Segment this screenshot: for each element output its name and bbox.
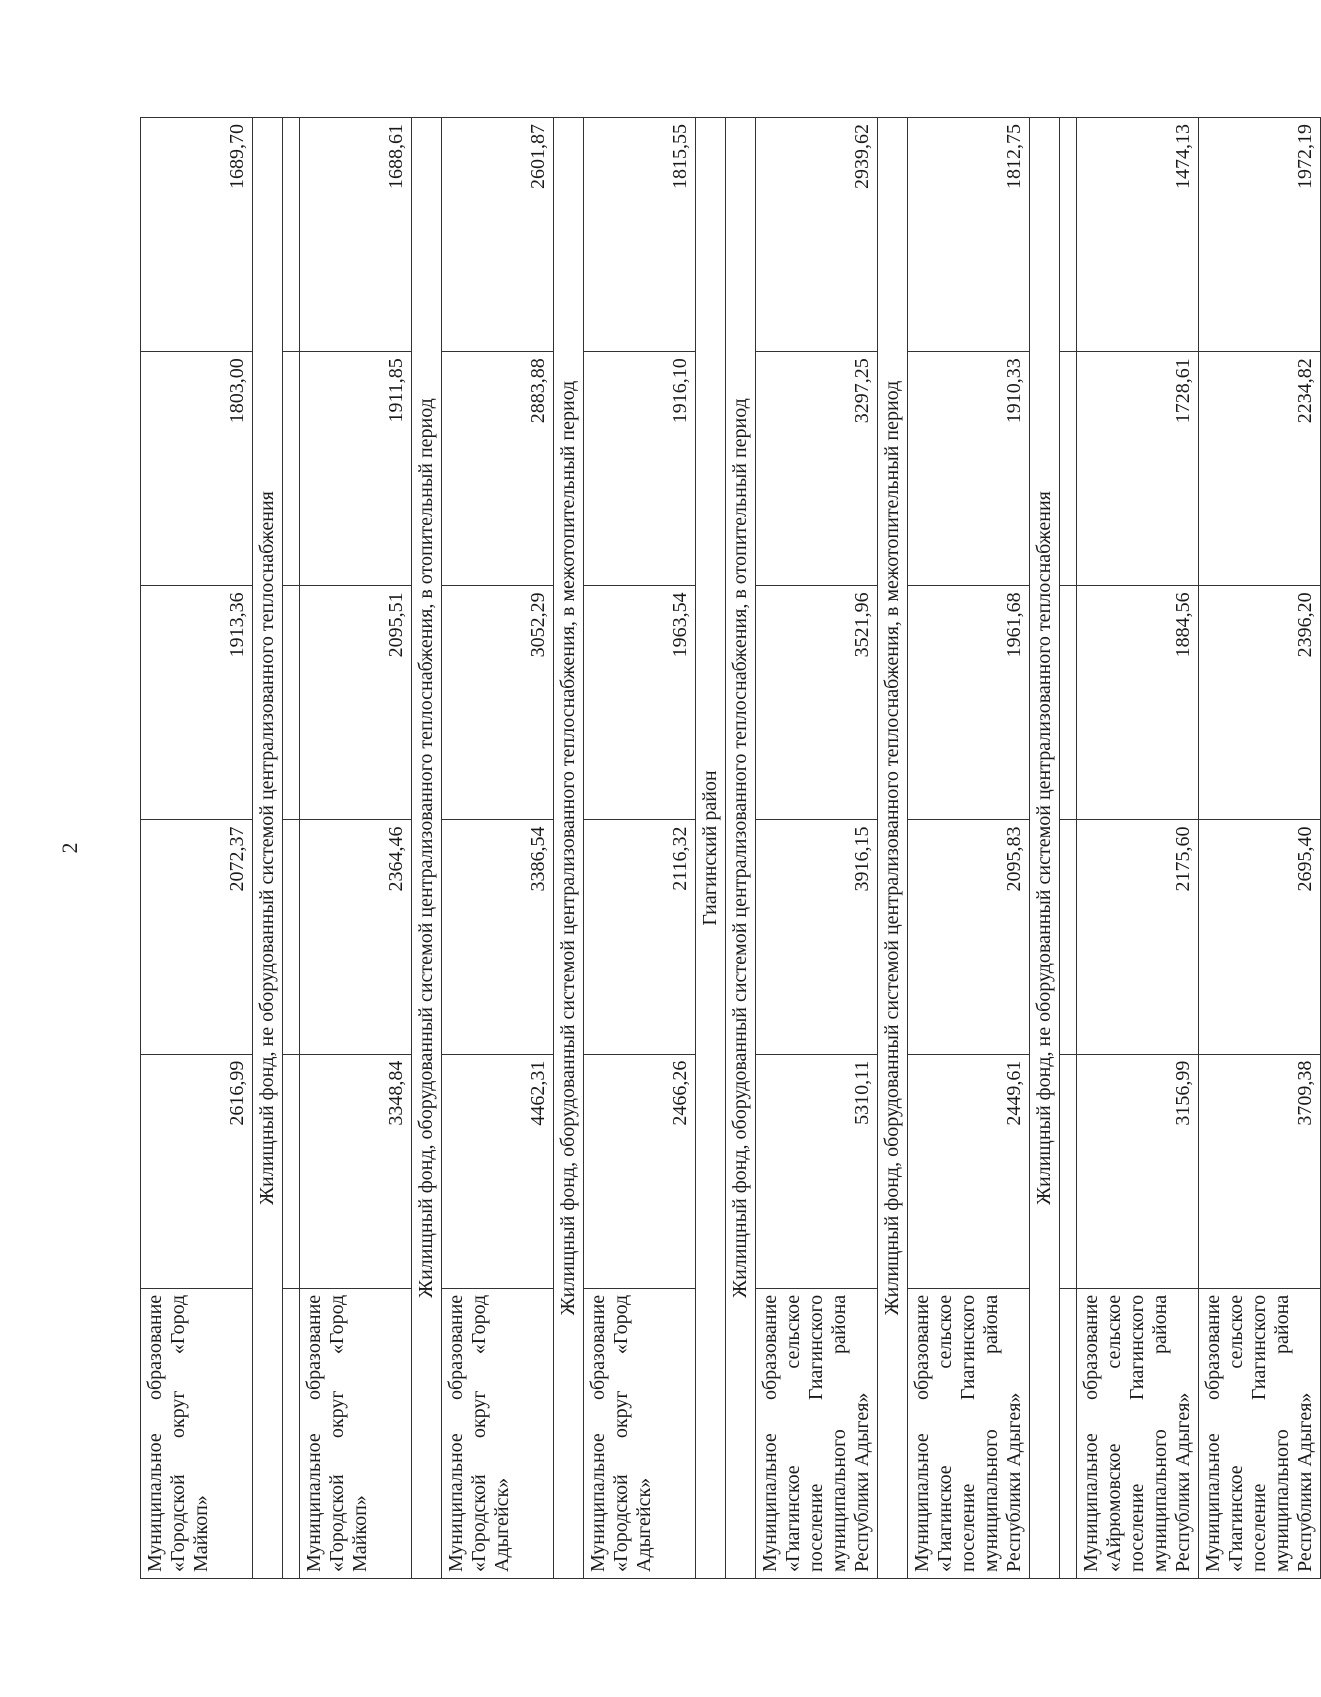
table-row (1077, 118, 1199, 1579)
tariff-value-cell: 1961,68 (908, 586, 1030, 820)
tariff-value-cell: 2466,26 (584, 1054, 696, 1288)
tariff-value-cell: 2116,32 (584, 820, 696, 1054)
section-header-cell: Жилищный фонд, не оборудованный системой централизованного теплоснабжения (253, 118, 283, 1579)
section-header-row (878, 118, 908, 1579)
tariff-value-cell: 2175,60 (1077, 820, 1199, 1054)
municipality-name-cell: Муниципальное образование «Гиагинское сельское поселение Гиагинского муниципального района Республики Адыгея» (908, 1288, 1030, 1578)
tariff-value-cell: 1728,61 (1077, 352, 1199, 586)
table-row (756, 118, 878, 1579)
municipality-name-cell: Муниципальное образование «Гиагинское сельское поселение Гиагинского муниципального района Республики Адыгея» (1199, 1288, 1321, 1578)
page-number: 2 (57, 842, 82, 854)
spacer-cell (1060, 586, 1077, 820)
tariff-value-cell: 2449,61 (908, 1054, 1030, 1288)
section-header-row (1030, 118, 1060, 1579)
tariff-value-cell: 1803,00 (141, 352, 253, 586)
tariff-value-cell: 2883,88 (442, 352, 554, 586)
table-row (141, 118, 253, 1579)
table-row (584, 118, 696, 1579)
section-header-cell: Жилищный фонд, оборудованный системой централизованного теплоснабжения, в отопительный период (726, 118, 756, 1579)
tariff-value-cell: 2234,82 (1199, 352, 1321, 586)
municipality-name-cell: Муниципальное образование «Гиагинское сельское поселение Гиагинского муниципального района Республики Адыгея» (756, 1288, 878, 1578)
tariff-value-cell: 3156,99 (1077, 1054, 1199, 1288)
spacer-cell (283, 1288, 300, 1578)
spacer-cell (283, 118, 300, 352)
tariff-value-cell: 2364,46 (300, 820, 412, 1054)
rotated-table-container (140, 117, 1316, 1579)
tariff-value-cell: 2095,83 (908, 820, 1030, 1054)
section-header-cell: Жилищный фонд, оборудованный системой централизованного теплоснабжения, в отопительный период (412, 118, 442, 1579)
municipality-name-cell: Муниципальное образование «Городской округ «Город Адыгейск» (584, 1288, 696, 1578)
tariff-value-cell: 3916,15 (756, 820, 878, 1054)
tariff-value-cell: 2939,62 (756, 118, 878, 352)
tariff-value-cell: 1910,33 (908, 352, 1030, 586)
tariff-value-cell: 1815,55 (584, 118, 696, 352)
tariff-value-cell: 3709,38 (1199, 1054, 1321, 1288)
tariff-value-cell: 1688,61 (300, 118, 412, 352)
table-row (1199, 118, 1321, 1579)
tariff-value-cell: 1884,56 (1077, 586, 1199, 820)
section-header-cell: Жилищный фонд, не оборудованный системой централизованного теплоснабжения (1030, 118, 1060, 1579)
spacer-cell (283, 586, 300, 820)
tariff-value-cell: 3297,25 (756, 352, 878, 586)
section-header-row (726, 118, 756, 1579)
spacer-cell (1060, 1054, 1077, 1288)
tariff-value-cell: 5310,11 (756, 1054, 878, 1288)
tariff-value-cell: 1911,85 (300, 352, 412, 586)
spacer-row (1060, 118, 1077, 1579)
section-header-cell: Жилищный фонд, оборудованный системой централизованного теплоснабжения, в межотопительный период (554, 118, 584, 1579)
tariff-value-cell: 3386,54 (442, 820, 554, 1054)
table-row (300, 118, 412, 1579)
spacer-cell (1060, 820, 1077, 1054)
tariff-value-cell: 1972,19 (1199, 118, 1321, 352)
spacer-cell (1060, 1288, 1077, 1578)
tariff-value-cell: 2396,20 (1199, 586, 1321, 820)
table-row (908, 118, 1030, 1579)
spacer-cell (283, 820, 300, 1054)
tariff-table (140, 117, 1321, 1579)
spacer-row (283, 118, 300, 1579)
spacer-cell (283, 352, 300, 586)
tariff-value-cell: 1913,36 (141, 586, 253, 820)
section-header-row (696, 118, 726, 1579)
municipality-name-cell: Муниципальное образование «Городской округ «Город Адыгейск» (442, 1288, 554, 1578)
spacer-cell (283, 1054, 300, 1288)
tariff-value-cell: 2695,40 (1199, 820, 1321, 1054)
section-header-row (412, 118, 442, 1579)
municipality-name-cell: Муниципальное образование «Городской округ «Город Майкоп» (300, 1288, 412, 1578)
municipality-name-cell: Муниципальное образование «Айрюмовское сельское поселение Гиагинского муниципального района Республики Адыгея» (1077, 1288, 1199, 1578)
tariff-value-cell: 2095,51 (300, 586, 412, 820)
tariff-value-cell: 2072,37 (141, 820, 253, 1054)
tariff-value-cell: 1812,75 (908, 118, 1030, 352)
table-row (442, 118, 554, 1579)
tariff-value-cell: 3348,84 (300, 1054, 412, 1288)
tariff-value-cell: 1474,13 (1077, 118, 1199, 352)
tariff-value-cell: 3052,29 (442, 586, 554, 820)
section-header-cell: Жилищный фонд, оборудованный системой централизованного теплоснабжения, в межотопительный период (878, 118, 908, 1579)
section-header-row (554, 118, 584, 1579)
tariff-value-cell: 2616,99 (141, 1054, 253, 1288)
tariff-value-cell: 2601,87 (442, 118, 554, 352)
spacer-cell (1060, 118, 1077, 352)
section-header-row (253, 118, 283, 1579)
section-header-cell: Гиагинский район (696, 118, 726, 1579)
tariff-value-cell: 1689,70 (141, 118, 253, 352)
municipality-name-cell: Муниципальное образование «Городской округ «Город Майкоп» (141, 1288, 253, 1578)
tariff-value-cell: 4462,31 (442, 1054, 554, 1288)
tariff-value-cell: 1963,54 (584, 586, 696, 820)
tariff-value-cell: 3521,96 (756, 586, 878, 820)
tariff-table-body (141, 118, 1321, 1579)
spacer-cell (1060, 352, 1077, 586)
tariff-value-cell: 1916,10 (584, 352, 696, 586)
